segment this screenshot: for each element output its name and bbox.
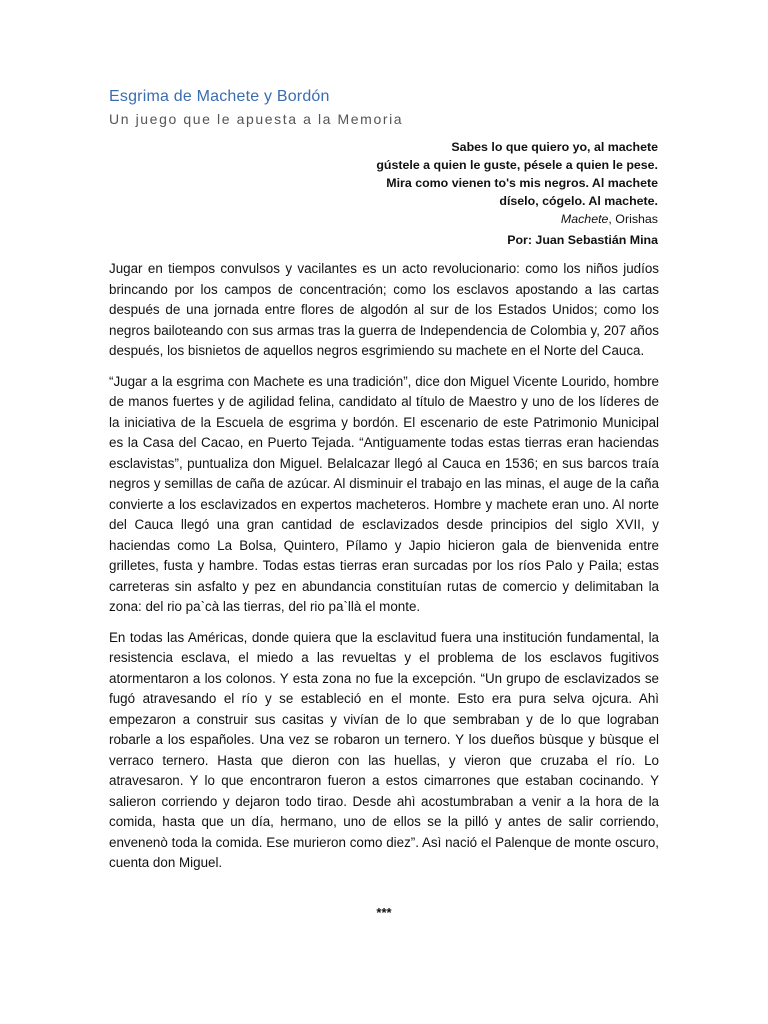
- author-byline: Por: Juan Sebastián Mina: [507, 233, 658, 247]
- document-subtitle: Un juego que le apuesta a la Memoria: [109, 111, 404, 127]
- paragraph: “Jugar a la esgrima con Machete es una tradición”, dice don Miguel Vicente Lourido, hombre de manos fuertes y de agilidad felina, candidato al título de Maestro y uno de los líderes de la iniciativa de la Escuela de esgrima y bordón. El escenario de este Patrimonio Municipal es la Casa del Cacao, en Puerto Tejada. “Antiguamente todas estas tierras eran haciendas esclavistas”, puntualiza don Miguel. Belalcazar llegó al Cauca en 1536; en sus barcos traía negros y semillas de caña de azúcar. Al disminuir el trabajo en las minas, el auge de la caña convierte a los esclavizados en expertos macheteros. Hombre y machete eran uno. Al norte del Cauca llegó una gran cantidad de esclavizados desde principios del siglo XVII, y haciendas como La Bolsa, Quintero, Pílamo y Japio hicieron gala de bienvenida entre grilletes, fusta y hambre. Todas estas tierras eran surcadas por los ríos Palo y Paila; estas carreteras sin asfalto y pez en abundancia constituían rutas de comercio y delimitaban la zona: del rio pa`cà las tierras, del rio pa`llà el monte.: [109, 373, 659, 614]
- epigraph: [238, 138, 658, 228]
- section-separator: ***: [376, 905, 392, 920]
- paragraph: Jugar en tiempos convulsos y vacilantes es un acto revolucionario: como los niños judíos brincando por los campos de concentración; como los esclavos apostando a las cartas después de una jornada entre flores de algodón al sur de los Estados Unidos; como los negros bailoteando con sus armas tras la guerra de Independencia de Colombia y, 207 años después, los bisnietos de aquellos negros esgrimiendo su machete en el Norte del Cauca.: [109, 261, 659, 358]
- paragraph: En todas las Américas, donde quiera que la esclavitud fuera una institución fundamental, la resistencia esclava, el miedo a las revueltas y el problema de los esclavos fugitivos atormentaron a los colonos. Y esta zona no fue la excepción. “Un grupo de esclavizados se fugó atravesando el río y se estableció en el monte. Esto era pura selva ojcura. Ahì empezaron a construir sus casitas y vivían de lo que sembraban y de lo que lograban robarle a los españoles. Una vez se robaron un ternero. Y los dueños bùsque y bùsque el verraco ternero. Hasta que dieron con las huellas, y vieron que cruzaba el río. Lo atravesaron. Y lo que encontraron fueron a estos cimarrones que estaban cocinando. Y salieron corriendo y dejaron todo tirao. Desde ahì acostumbraban a venir a la hora de la comida, hasta que un día, hermano, uno de ellos se la pilló y antes de salir corriendo, envenenò toda la comida. Ese murieron como diez”. Asì nació el Palenque de monte oscuro, cuenta don Miguel.: [109, 629, 659, 870]
- epigraph-line: Mira como vienen to's mis negros. Al machete: [386, 176, 658, 190]
- epigraph-source-title: Machete: [560, 212, 609, 226]
- epigraph-source: [238, 210, 658, 228]
- document-title: Esgrima de Machete y Bordón: [109, 88, 330, 105]
- epigraph-line: Sabes lo que quiero yo, al machete: [451, 140, 658, 154]
- epigraph-line: gústele a quien le guste, pésele a quien le pese.: [376, 158, 658, 172]
- epigraph-source-artist: , Orishas: [608, 212, 658, 226]
- body-text: [109, 259, 659, 884]
- epigraph-line: díselo, cógelo. Al machete.: [499, 194, 658, 208]
